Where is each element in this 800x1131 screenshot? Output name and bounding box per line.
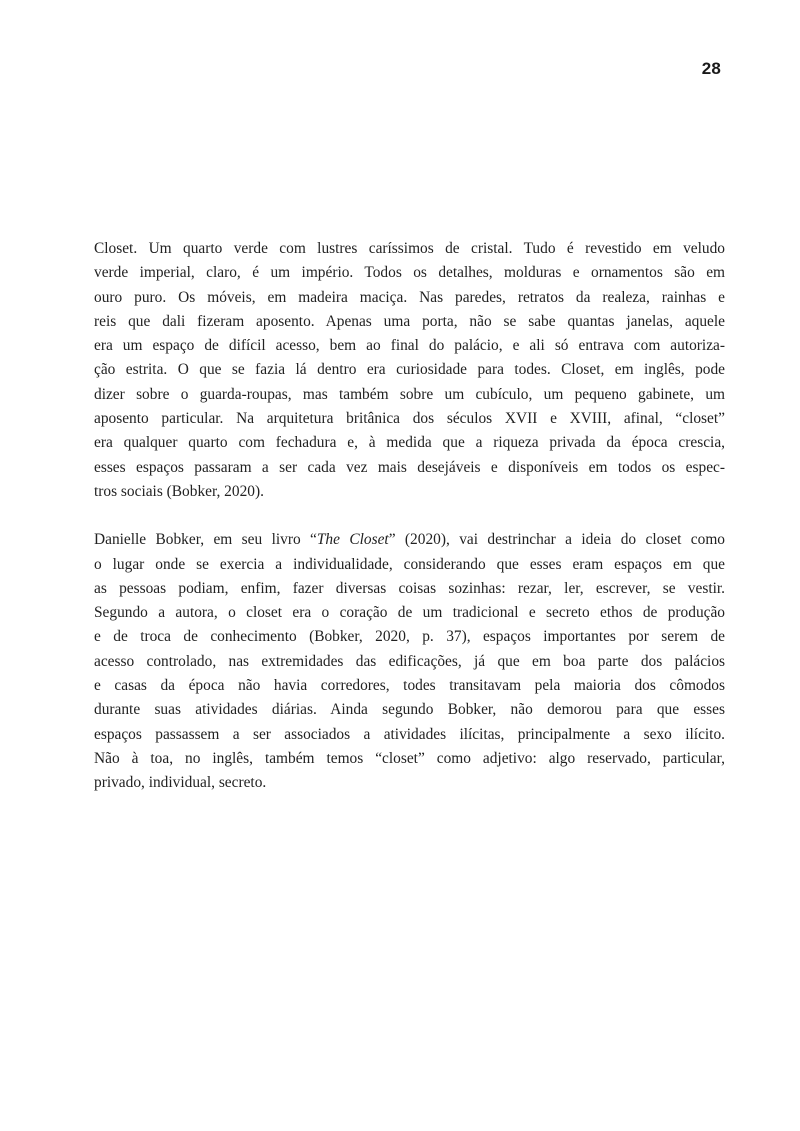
text-line: espaços passassem a ser associados a atividades ilícitas, principalmente a sexo ilícito. [94,725,725,743]
text-line: dizer sobre o guarda-roupas, mas também sobre um cubículo, um pequeno gabinete, um [94,385,725,403]
text-line: era um espaço de difícil acesso, bem ao final do palácio, e ali só entrava com autoriza- [94,337,725,355]
text-line: durante suas atividades diárias. Ainda segundo Bobker, não demorou para que esses [94,701,725,719]
text-line: tros sociais (Bobker, 2020). [94,482,264,500]
text-line: o lugar onde se exercia a individualidade, considerando que esses eram espaços em que [94,555,725,573]
book-title: The Closet [316,531,389,549]
text-line: acesso controlado, nas extremidades das edificações, já que em boa parte dos palácios [94,652,725,670]
text-fragment: ” (2020), vai destrinchar a ideia do closet como [388,531,725,549]
text-line: Closet. Um quarto verde com lustres caríssimos de cristal. Tudo é revestido em veludo [94,240,725,257]
text-line-with-title [94,528,725,552]
body-text [94,237,725,820]
text-line: e de troca de conhecimento (Bobker, 2020, p. 37), espaços importantes por serem de [94,628,725,646]
text-line: reis que dali fizeram aposento. Apenas uma porta, não se sabe quantas janelas, aquele [94,312,725,330]
paragraph-2 [94,528,725,795]
text-line: esses espaços passaram a ser cada vez mais desejáveis e disponíveis em todos os espec- [94,458,725,476]
text-line: Não à toa, no inglês, também temos “closet” como adjetivo: algo reservado, particular, [94,749,725,767]
text-line: ouro puro. Os móveis, em madeira maciça. Nas paredes, retratos da realeza, rainhas e [94,288,725,306]
text-line: era qualquer quarto com fechadura e, à medida que a riqueza privada da época crescia, [94,434,725,452]
page-number: 28 [701,59,721,78]
text-line: privado, individual, secreto. [94,774,267,792]
text-line: as pessoas podiam, enfim, fazer diversas coisas sozinhas: rezar, ler, escrever, se vestir. [94,579,725,597]
text-line: e casas da época não havia corredores, todes transitavam pela maioria dos cômodos [94,677,725,695]
text-line: verde imperial, claro, é um império. Todos os detalhes, molduras e ornamentos são em [94,264,725,282]
text-line: aposento particular. Na arquitetura britânica dos séculos XVII e XVIII, afinal, “closet” [94,410,725,428]
text-fragment: Danielle Bobker, em seu livro “ [94,531,317,549]
paragraph-1 [94,237,725,504]
text-line: Segundo a autora, o closet era o coração de um tradicional e secreto ethos de produção [94,604,725,622]
text-line: ção estrita. O que se fazia lá dentro era curiosidade para todes. Closet, em inglês, pode [94,361,725,379]
